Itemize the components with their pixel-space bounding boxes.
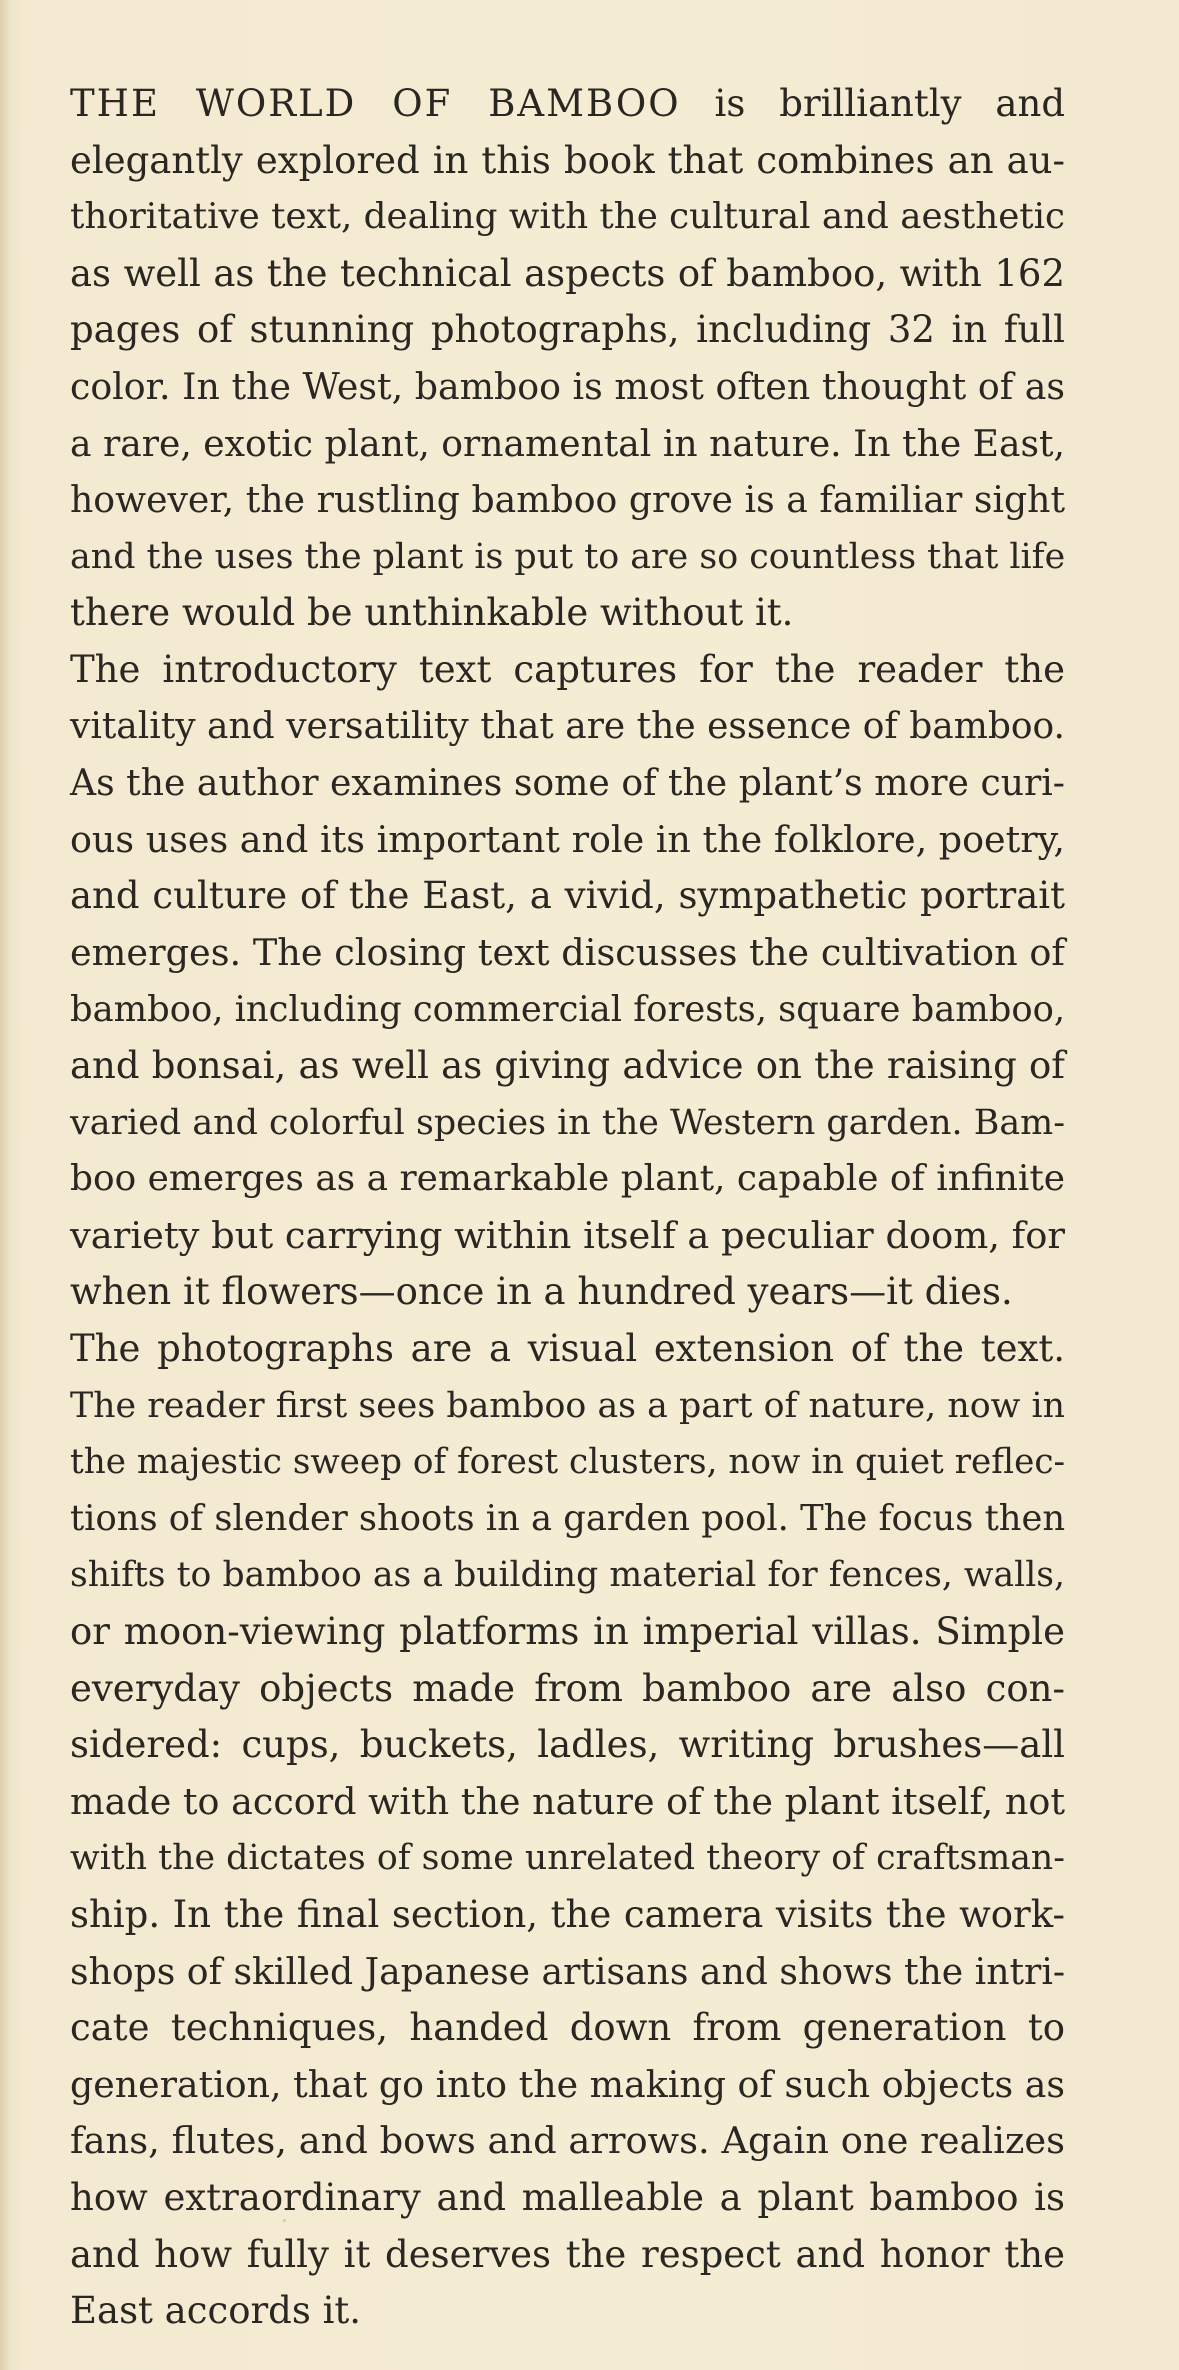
text-line: however, the rustling bamboo grove is a familiar sight — [70, 478, 1065, 522]
text-line: variety but carrying within itself a peculiar doom, for — [70, 1213, 1065, 1257]
text-line: fans, flutes, and bows and arrows. Again one realizes — [70, 2119, 1065, 2163]
text-line: emerges. The closing text discusses the cultivation of — [70, 930, 1065, 974]
text-line: ous uses and its important role in the folklore, poetry, — [70, 817, 1065, 861]
text-line: the majestic sweep of forest clusters, now in quiet reflec- — [70, 1442, 1066, 1483]
text-line: generation, that go into the making of such objects as — [70, 2062, 1065, 2106]
text-line: East accords it. — [70, 2289, 362, 2333]
text-line: or moon-viewing platforms in imperial villas. Simple — [70, 1610, 1065, 1654]
paragraph-2 — [70, 642, 1065, 1321]
text-line: how extraordinary and malleable a plant bamboo is — [70, 2175, 1065, 2219]
lead-caps-title: THE WORLD OF BAMBOO — [70, 82, 681, 125]
text-line: The photographs are a visual extension of the text. — [70, 1327, 1065, 1371]
text-line: when it flowers—once in a hundred years—it dies. — [70, 1270, 1013, 1314]
text-line: with the dictates of some unrelated theory of craftsman- — [70, 1838, 1065, 1879]
text-line: As the author examines some of the plant’s more curi- — [70, 761, 1065, 805]
paragraph-3 — [70, 1321, 1065, 2340]
text-line: and bonsai, as well as giving advice on the raising of — [70, 1044, 1065, 1088]
text-line: tions of slender shoots in a garden pool. The focus then — [70, 1497, 1066, 1539]
text-line: bamboo, including commercial forests, square bamboo, — [70, 988, 1066, 1030]
text-line: sidered: cups, buckets, ladles, writing brushes—all — [70, 1723, 1065, 1767]
text-line: ship. In the final section, the camera visits the work- — [70, 1893, 1065, 1936]
text-line: color. In the West, bamboo is most often thought of as — [70, 364, 1065, 408]
text-line: varied and colorful species in the Western garden. Bam- — [70, 1102, 1065, 1143]
text-line: a rare, exotic plant, ornamental in nature. In the East, — [70, 422, 1065, 465]
text-line: The introductory text captures for the reader the — [70, 647, 1065, 691]
text-line: as well as the technical aspects of bamboo, with 162 — [70, 251, 1065, 295]
paper-speck — [688, 1405, 692, 1409]
text-line: cate techniques, handed down from generation to — [70, 2006, 1065, 2050]
text-line: boo emerges as a remarkable plant, capable of infinite — [70, 1158, 1065, 1200]
paper-speck — [283, 2219, 286, 2222]
text-line: shifts to bamboo as a building material for fences, walls, — [70, 1555, 1065, 1596]
text-line: shops of skilled Japanese artisans and shows the intri- — [70, 1949, 1066, 1993]
text-line: vitality and versatility that are the essence of bamboo. — [70, 705, 1065, 747]
text-line: pages of stunning photographs, including 32 in full — [70, 308, 1065, 352]
jacket-blurb-text — [70, 76, 1065, 2340]
text-line: and culture of the East, a vivid, sympathetic portrait — [70, 874, 1065, 918]
text-line-rest: is brilliantly and — [714, 82, 1066, 125]
text-line: and the uses the plant is put to are so countless that life — [70, 536, 1066, 577]
text-line: made to accord with the nature of the plant itself, not — [70, 1779, 1065, 1823]
text-line: everyday objects made from bamboo are also con- — [70, 1666, 1065, 1710]
text-line: there would be unthinkable without it. — [70, 591, 794, 635]
page-fold-shadow — [0, 0, 10, 2370]
text-line: and how fully it deserves the respect and honor the — [70, 2232, 1065, 2276]
text-line: thoritative text, dealing with the cultural and aesthetic — [70, 196, 1065, 238]
text-line — [70, 76, 1065, 133]
paragraph-1 — [70, 76, 1065, 642]
text-line: elegantly explored in this book that combines an au- — [70, 138, 1065, 182]
text-line: The reader first sees bamboo as a part of nature, now in — [70, 1385, 1065, 1426]
